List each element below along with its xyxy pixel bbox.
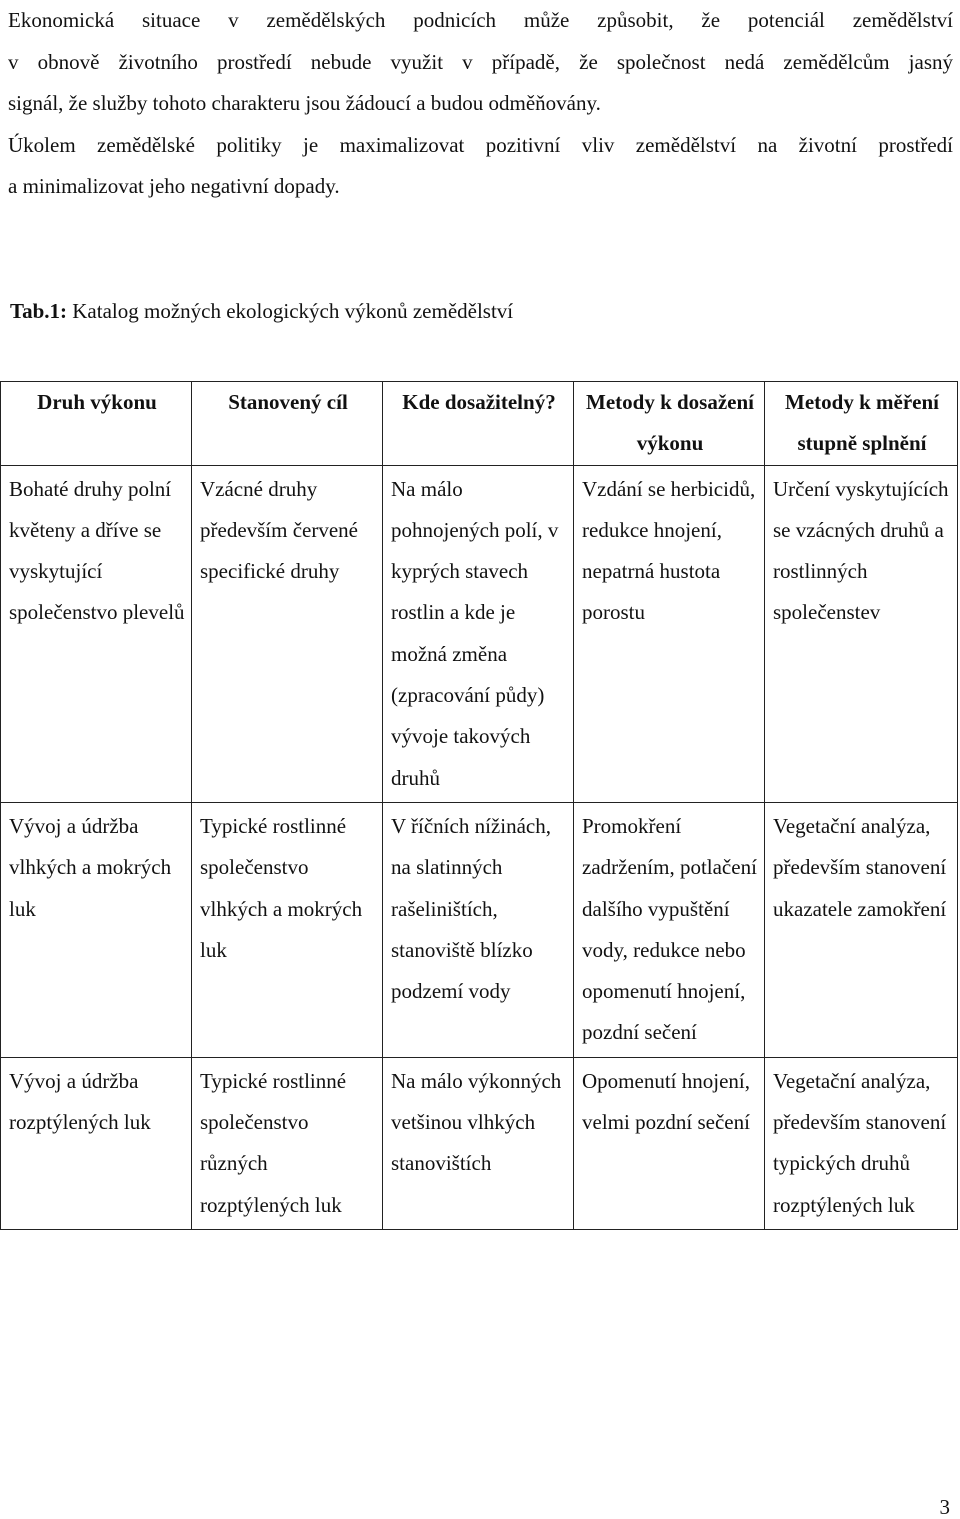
table-cell: Typické rostlinné společenstvo vlhkých a mokrých luk xyxy=(192,802,383,1057)
table-cell: Vývoj a údržba vlhkých a mokrých luk xyxy=(1,802,192,1057)
intro-line: a minimalizovat jeho negativní dopady. xyxy=(8,174,340,198)
intro-line: v obnově životního prostředí nebude využit v případě, že společnost nedá zemědělcům jasný xyxy=(8,49,953,74)
column-header-metody-mereni: Metody k měření stupně splnění xyxy=(765,382,958,466)
catalog-table xyxy=(0,381,958,1230)
table-cell: Typické rostlinné společenstvo různých rozptýlených luk xyxy=(192,1057,383,1229)
intro-line: Úkolem zemědělské politiky je maximalizovat pozitivní vliv zemědělství na životní prostředí xyxy=(8,132,953,157)
table-cell: Na málo pohnojených polí, v kyprých stavech rostlin a kde je možná změna (zpracování půdy) vývoje takových druhů xyxy=(383,465,574,802)
column-header-druh-vykonu: Druh výkonu xyxy=(1,382,192,466)
table-row xyxy=(1,465,958,802)
table-cell: Vývoj a údržba rozptýlených luk xyxy=(1,1057,192,1229)
column-header-kde-dosazitelny: Kde dosažitelný? xyxy=(383,382,574,466)
table-cell: Bohaté druhy polní květeny a dříve se vyskytující společenstvo plevelů xyxy=(1,465,192,802)
table-row xyxy=(1,802,958,1057)
table-header-row xyxy=(1,382,958,466)
table-cell: Vzácné druhy především červené specifické druhy xyxy=(192,465,383,802)
intro-line: Ekonomická situace v zemědělských podnicích může způsobit, že potenciál zemědělství xyxy=(8,8,953,32)
table-row xyxy=(1,1057,958,1229)
column-header-stanoveny-cil: Stanovený cíl xyxy=(192,382,383,466)
column-header-metody-dosazeni: Metody k dosažení výkonu xyxy=(574,382,765,466)
table-cell: Opomenutí hnojení, velmi pozdní sečení xyxy=(574,1057,765,1229)
page-number: 3 xyxy=(939,1495,950,1519)
table-cell: Na málo výkonných vetšinou vlhkých stanovištích xyxy=(383,1057,574,1229)
table-cell: V říčních nížinách, na slatinných rašeliništích, stanoviště blízko podzemí vody xyxy=(383,802,574,1057)
table-caption-label: Tab.1: xyxy=(10,299,68,323)
table-cell: Vegetační analýza, především stanovení typických druhů rozptýlených luk xyxy=(765,1057,958,1229)
table-caption-text: Katalog možných ekologických výkonů zemědělství xyxy=(67,299,514,323)
table-cell: Určení vyskytujících se vzácných druhů a rostlinných společenstev xyxy=(765,465,958,802)
intro-paragraph xyxy=(8,0,953,208)
table-cell: Promokření zadržením, potlačení dalšího vypuštění vody, redukce nebo opomenutí hnojení, pozdní sečení xyxy=(574,802,765,1057)
intro-line: signál, že služby tohoto charakteru jsou žádoucí a budou odměňovány. xyxy=(8,91,601,115)
table-caption xyxy=(10,293,513,329)
table-cell: Vzdání se herbicidů, redukce hnojení, nepatrná hustota porostu xyxy=(574,465,765,802)
table-cell: Vegetační analýza, především stanovení ukazatele zamokření xyxy=(765,802,958,1057)
